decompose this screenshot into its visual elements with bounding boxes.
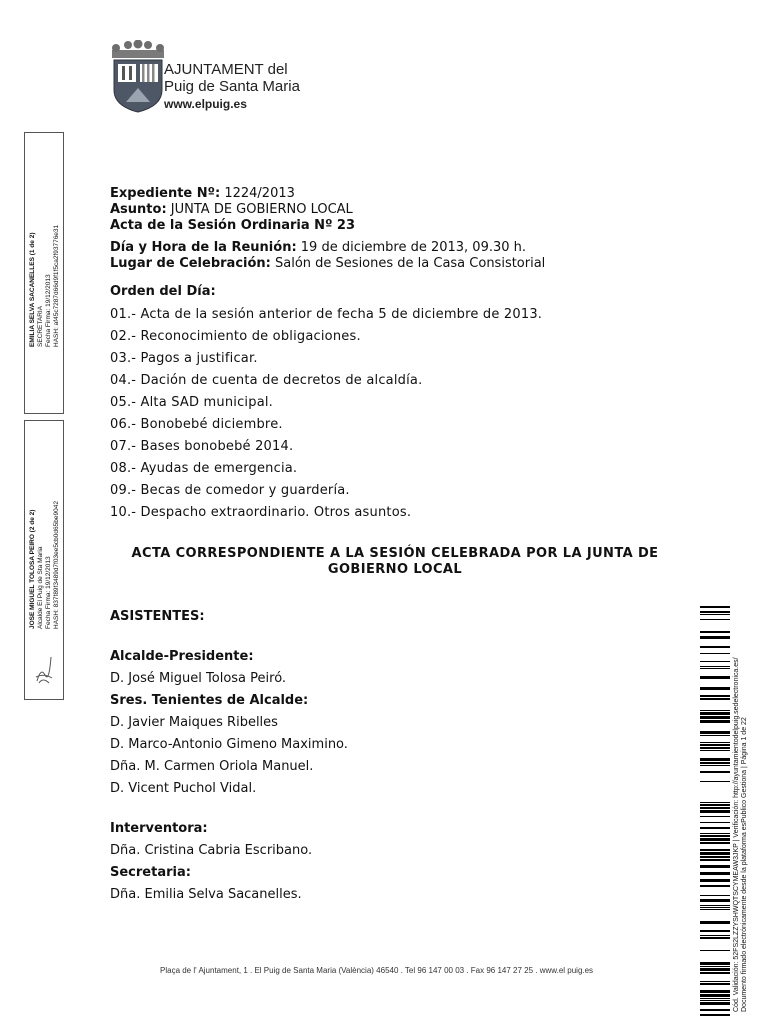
acta-heading-line-2: GOBIERNO LOCAL xyxy=(327,562,463,577)
deputy-mayors-label: Sres. Tenientes de Alcalde: xyxy=(110,693,309,708)
meeting-date-label: Día y Hora de la Reunión: xyxy=(110,240,297,255)
signature-2-text xyxy=(29,501,61,629)
expediente-label: Expediente Nº: xyxy=(110,186,221,201)
mayor-label: Alcalde-Presidente: xyxy=(110,649,254,664)
validation-code-text xyxy=(733,657,749,1012)
agenda-item: 02.- Reconocimiento de obligaciones. xyxy=(110,329,361,344)
website-link[interactable]: www.elpuig.es xyxy=(164,97,247,111)
secretary-label: Secretaria: xyxy=(110,865,191,880)
deputy-mayor-name: Dña. M. Carmen Oriola Manuel. xyxy=(110,759,314,774)
expediente-value: 1224/2013 xyxy=(220,186,295,201)
signer-2-hash: HASH: 837f89f3489d7f03ee5cb0d65be9042 xyxy=(53,501,60,629)
deputy-mayor-name: D. Marco-Antonio Gimeno Maximino. xyxy=(110,737,348,752)
meeting-place-value: Salón de Sesiones de la Casa Consistorial xyxy=(270,256,546,271)
acta-number: Acta de la Sesión Ordinaria Nº 23 xyxy=(110,218,356,233)
signature-stamp-2 xyxy=(24,420,64,700)
signer-1-name: EMILIA SELVA SACANELLES (1 de 2) xyxy=(29,232,36,347)
comptroller-name: Dña. Cristina Cabria Escribano. xyxy=(110,843,313,858)
signature-1-text xyxy=(29,225,61,347)
attendees-heading: ASISTENTES: xyxy=(110,609,205,624)
agenda-item: 08.- Ayudas de emergencia. xyxy=(110,461,298,476)
validation-line-1: Cód. Validación: 52FS2LZZYSHWQTSCYMEAW3JKP | Verificación: http://ayuntamientodelpuig.sedelectronica.es/ xyxy=(733,657,740,1012)
secretary-name: Dña. Emilia Selva Sacanelles. xyxy=(110,887,302,902)
agenda-item: 04.- Dación de cuenta de decretos de alcaldía. xyxy=(110,373,423,388)
asunto-label: Asunto: xyxy=(110,202,167,217)
deputy-mayor-name: D. Javier Maiques Ribelles xyxy=(110,715,278,730)
attendees-section xyxy=(110,606,530,906)
session-details xyxy=(110,186,670,524)
signer-1-date: Fecha Firma: 19/12/2013 xyxy=(45,274,52,347)
signer-1-role: SECRETARIA xyxy=(37,305,44,347)
agenda-item: 06.- Bonobebé diciembre. xyxy=(110,417,283,432)
deputy-mayor-name: D. Vicent Puchol Vidal. xyxy=(110,781,257,796)
asunto-value: JUNTA DE GOBIERNO LOCAL xyxy=(166,202,353,217)
signature-stamp-1 xyxy=(24,132,64,414)
validation-line-2: Documento firmado electrónicamente desde la plataforma esPublico Gestiona | Página 1 de 22 xyxy=(741,717,748,1012)
acta-heading xyxy=(110,546,680,578)
org-line-1: AJUNTAMENT del xyxy=(164,61,288,78)
mayor-name: D. José Miguel Tolosa Peiró. xyxy=(110,671,287,686)
acta-heading-line-1: ACTA CORRESPONDIENTE A LA SESIÓN CELEBRADA POR LA JUNTA DE xyxy=(131,546,659,561)
agenda-list xyxy=(110,304,670,524)
agenda-item: 03.- Pagos a justificar. xyxy=(110,351,258,366)
signer-2-date: Fecha Firma: 19/12/2013 xyxy=(45,556,52,629)
municipal-coat-of-arms-logo xyxy=(108,40,168,114)
agenda-item: 09.- Becas de comedor y guardería. xyxy=(110,483,350,498)
signer-1-hash: HASH: af45c7287d66d9f1f5ca2f93776e31 xyxy=(53,224,60,347)
signer-2-name: JOSE MIGUEL TOLOSA PEIRO (2 de 2) xyxy=(29,509,36,629)
agenda-item: 10.- Despacho extraordinario. Otros asuntos. xyxy=(110,505,412,520)
meeting-date-value: 19 de diciembre de 2013, 09.30 h. xyxy=(296,240,527,255)
org-line-2: Puig de Santa Maria xyxy=(164,78,300,95)
agenda-item: 07.- Bases bonobebé 2014. xyxy=(110,439,294,454)
footer-address: Plaça de l' Ajuntament, 1 . El Puig de Santa Maria (València) 46540 . Tel 96 147 00 03 . Fax 96 147 27 25 . www.el puig.es xyxy=(160,966,594,975)
agenda-title: Orden del Día: xyxy=(110,284,216,299)
meeting-place-label: Lugar de Celebración: xyxy=(110,256,271,271)
municipality-name xyxy=(164,62,300,113)
validation-barcode xyxy=(700,606,730,1016)
agenda-item: 05.- Alta SAD municipal. xyxy=(110,395,274,410)
signer-2-role: Alcalde El Puig de Sta Maria xyxy=(37,546,44,629)
comptroller-label: Interventora: xyxy=(110,821,208,836)
handwritten-signature-icon xyxy=(33,647,55,687)
agenda-item: 01.- Acta de la sesión anterior de fecha 5 de diciembre de 2013. xyxy=(110,307,543,322)
